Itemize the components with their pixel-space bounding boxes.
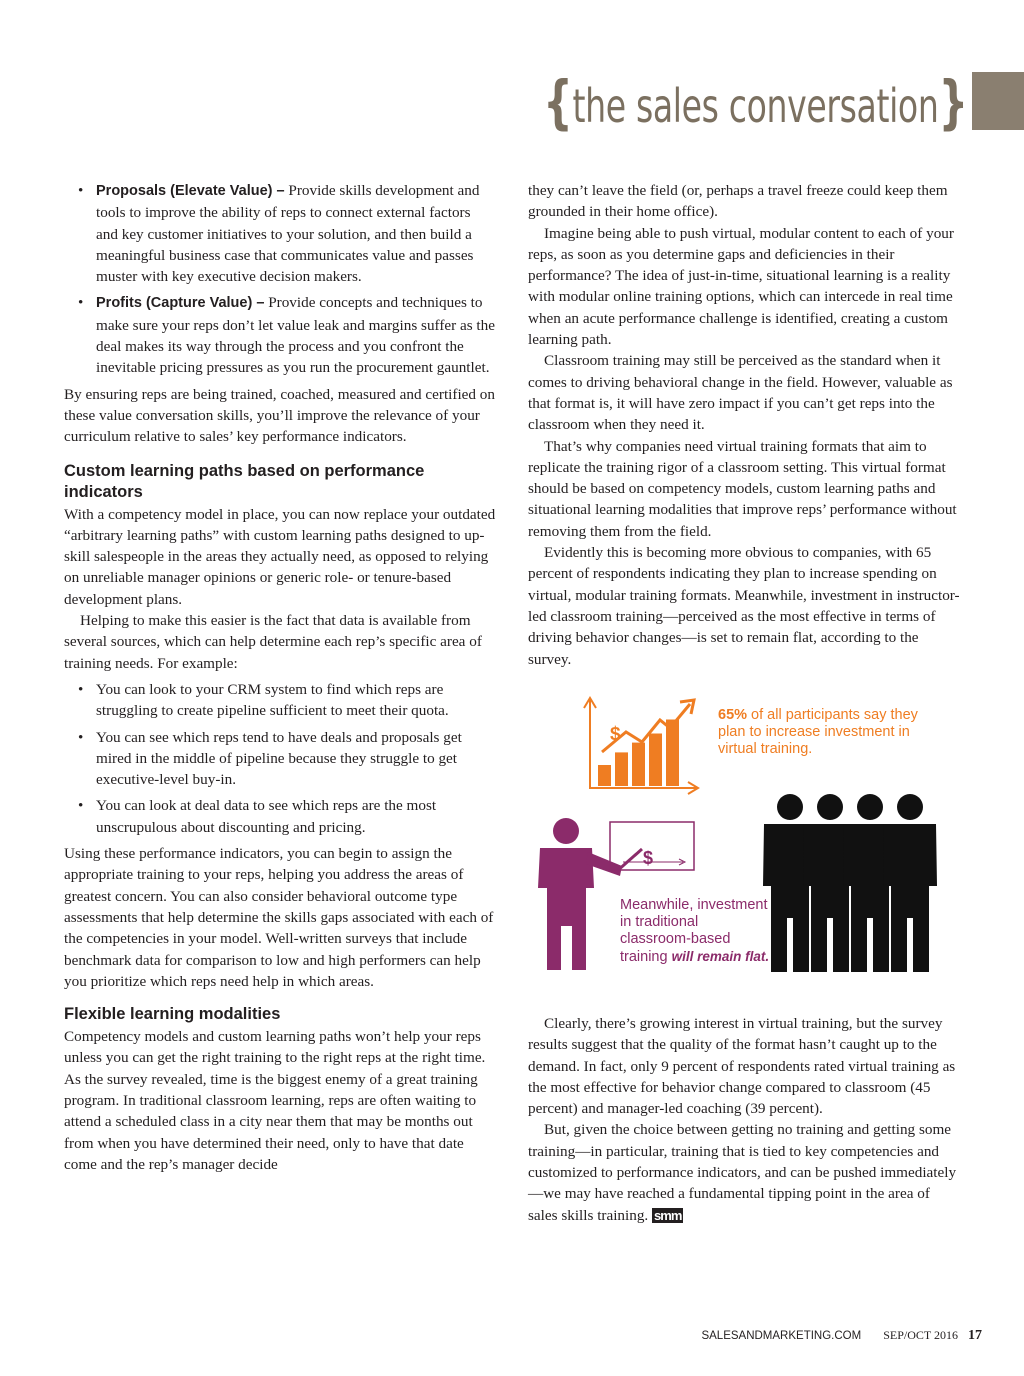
page-footer	[701, 1328, 982, 1344]
section-title: the sales conversation	[572, 79, 939, 133]
audience-person	[883, 794, 937, 972]
page-number: 17	[968, 1328, 982, 1343]
presenter-head	[553, 818, 579, 844]
bullet-item	[64, 292, 496, 378]
growth-bar	[598, 765, 611, 786]
classroom-flat-note	[620, 897, 770, 966]
close-brace: }	[938, 68, 968, 136]
audience-icon	[763, 794, 937, 972]
bullet-lead: Profits (Capture Value) –	[96, 295, 265, 312]
paragraph: Imagine being able to push virtual, modular content to each of your reps, as soon as you determine gaps and deficiencies in their performance? The idea of just-in-time, situational learning is a reality with modular online training options, which can intercede in real time when an acute performance challenge is identified, creating a custom learning path.	[528, 224, 954, 349]
bullet-lead: Proposals (Elevate Value) –	[96, 183, 285, 199]
open-brace: {	[543, 68, 573, 136]
growth-bar	[666, 720, 679, 787]
paragraph: With a competency model in place, you can now replace your outdated “arbitrary learning paths” with custom learning paths designed to up-skill salespeople in the areas they actually need, as opposed to relying on unreliable manager opinions or generic role- or tenure-based development plans.	[64, 505, 496, 608]
bullet-item: • You can look to your CRM system to find which reps are struggling to create pipeline sufficient to meet their quota.	[64, 679, 496, 722]
stat-65-percent	[718, 707, 918, 758]
heading-flexible-modalities: Flexible learning modalities	[64, 1005, 281, 1024]
stat-number: 65%	[718, 707, 748, 723]
header-tab	[972, 72, 1024, 130]
paragraph: Clearly, there’s growing interest in virtual training, but the survey results suggest that the quality of the format hasn’t caught up to the demand. In fact, only 9 percent of respondents rated virtual training as the most effective for behavior change compared to classroom (45 percent) and manager-led coaching (39 percent).	[528, 1015, 956, 1118]
growth-bar	[615, 752, 628, 786]
chart-dollar-icon: $	[610, 724, 621, 745]
section-header	[543, 66, 968, 142]
left-column	[64, 180, 496, 1175]
flat-text: Meanwhile, investment in traditional classroom-based training	[620, 897, 768, 965]
end-mark-logo: smm	[654, 1207, 682, 1223]
paragraph: By ensuring reps are being trained, coached, measured and certified on these value conversation skills, you’ll improve the relevance of your curriculum relative to sales’ key performance indicators.	[64, 385, 495, 446]
right-column-top	[528, 180, 962, 670]
presenter-body	[538, 848, 594, 970]
paragraph: Classroom training may still be perceived as the standard when it comes to driving behavioral change in the field. However, valuable as that format is, it will have zero impact if you can’t get reps into the classroom when they need it.	[528, 352, 953, 434]
closing-text: But, given the choice between getting no training and getting some training—in particular, training that is tied to key competencies and customized to performance indicators, and can be pushed immediately—we may have reached a fundamental tipping point in the area of sales skills training.	[528, 1121, 957, 1224]
board-dollar-icon: $	[643, 848, 654, 868]
growth-bar	[632, 743, 645, 786]
paragraph: Competency models and custom learning paths won’t help your reps unless you can get the right training to the right reps at the right time. As the survey revealed, time is the biggest enemy of a great training program. In traditional classroom learning, reps are often waiting to attend a scheduled class in a city near them that may be months out from when you have determined their need, only to have that date come and the rep’s manager decide	[64, 1028, 486, 1173]
footer-site: SALESANDMARKETING.COM	[701, 1330, 862, 1342]
growth-bar	[649, 734, 662, 787]
footer-date: SEP/OCT 2016	[883, 1328, 958, 1342]
value-bullets	[64, 180, 496, 379]
paragraph: That’s why companies need virtual training formats that aim to replicate the training rigor of a classroom setting. This virtual format should be based on competency models, custom learning paths and situational learning modalities that improve reps’ performance without removing them from the field.	[528, 437, 957, 540]
flat-emphasis: will remain flat.	[671, 949, 770, 964]
bullet-item: • You can look at deal data to see which reps are the most unscrupulous about discounting and pricing.	[64, 795, 496, 838]
pointer-stick	[616, 849, 642, 872]
stat-text: of all participants say they plan to increase investment in virtual training.	[718, 707, 918, 757]
heading-custom-learning-paths: Custom learning paths based on performance indicators	[64, 461, 425, 501]
bullet-item: • You can see which reps tend to have deals and proposals get mired in the middle of pipeline because they struggle to get executive-level buy-in.	[64, 727, 496, 791]
infographic	[528, 690, 998, 990]
right-column-bottom	[528, 1013, 962, 1226]
paragraph: Helping to make this easier is the fact that data is available from several sources, which can help determine each rep’s specific area of training needs. For example:	[64, 612, 482, 672]
example-bullets	[64, 679, 496, 838]
paragraph: Using these performance indicators, you can begin to assign the appropriate training to your reps, helping you address the areas of greatest concern. You can also consider behavioral outcome type assessments that help determine the skills gaps associated with each of the competencies in your model. Well-written surveys that include benchmark data for comparison to low and high performers can help you prioritize which reps need help in which areas.	[64, 845, 494, 990]
paragraph: they can’t leave the field (or, perhaps a travel freeze could keep them grounded in their home office).	[528, 182, 948, 221]
bullet-text: Provide concepts and techniques to make sure your reps don’t let value leak and margins suffer as the deal makes its way through the process and you confront the inevitable pricing pressures as you run the procurement gauntlet.	[96, 294, 495, 377]
paragraph: Evidently this is becoming more obvious to companies, with 65 percent of respondents indicating they plan to increase spending on virtual, modular training formats. Meanwhile, investment in instructor-led classroom training—perceived as the most effective in terms of driving behavior changes—is set to remain flat, according to the survey.	[528, 544, 960, 668]
bullet-text: Provide skills development and tools to improve the ability of reps to connect external factors and key customer initiatives to your solution, and then build a meaningful business case that communicates value and passes muster with key executive decision makers.	[96, 182, 480, 286]
bullet-item	[64, 180, 496, 287]
paragraph	[528, 1119, 962, 1225]
